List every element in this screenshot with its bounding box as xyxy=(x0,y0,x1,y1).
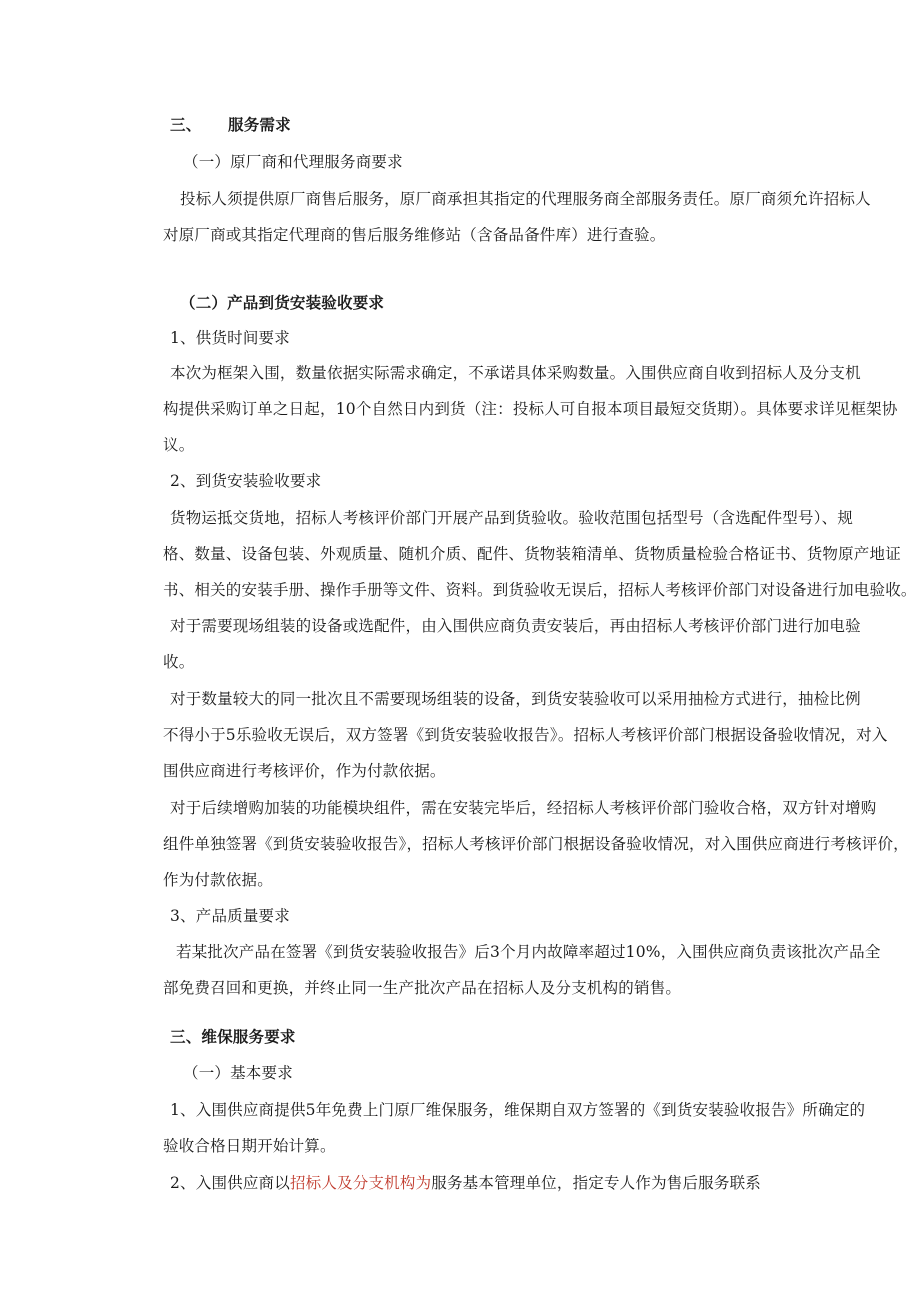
paragraph-line: 投标人须提供原厂商售后服务，原厂商承担其指定的代理服务商全部服务责任。原厂商须允许招标人 xyxy=(180,190,871,208)
paragraph-line: 作为付款依据。 xyxy=(163,871,273,889)
item-title: 2、到货安装验收要求 xyxy=(170,472,322,490)
paragraph-line: 构提供采购订单之日起，10个自然日内到货（注：投标人可自报本项目最短交货期）。具体要求详见框架协 xyxy=(163,400,898,418)
paragraph-line: 验收合格日期开始计算。 xyxy=(163,1137,336,1155)
paragraph-line: 不得小于5乐验收无误后，双方签署《到货安装验收报告》。招标人考核评价部门根据设备验收情况，对入 xyxy=(163,726,888,744)
section-numeral: 三、 xyxy=(170,116,202,134)
paragraph-line: 本次为框架入围，数量依据实际需求确定，不承诺具体采购数量。入围供应商自收到招标人及分支机 xyxy=(170,364,861,382)
paragraph-line: 议。 xyxy=(163,436,195,454)
subsection-title: （一）基本要求 xyxy=(183,1064,293,1082)
paragraph-line: 1、入围供应商提供5年免费上门原厂维保服务，维保期自双方签署的《到货安装验收报告》所确定的 xyxy=(170,1101,866,1119)
paragraph-line: 若某批次产品在签署《到货安装验收报告》后3个月内故障率超过10%，入围供应商负责该批次产品全 xyxy=(176,943,881,961)
paragraph-line: 对于需要现场组装的设备或选配件，由入围供应商负责安装后，再由招标人考核评价部门进行加电验 xyxy=(170,617,861,635)
paragraph-line: 部免费召回和更换，并终止同一生产批次产品在招标人及分支机构的销售。 xyxy=(163,979,682,997)
paragraph-line: 书、相关的安装手册、操作手册等文件、资料。到货验收无误后，招标人考核评价部门对设备进行加电验收。 xyxy=(163,581,917,599)
highlighted-text: 招标人及分支机构为 xyxy=(289,1174,432,1192)
paragraph-line: 围供应商进行考核评价，作为付款依据。 xyxy=(163,762,446,780)
section-title: 三、维保服务要求 xyxy=(170,1028,296,1046)
subsection-title: （一）原厂商和代理服务商要求 xyxy=(183,153,403,171)
paragraph-line: 对于后续增购加装的功能模块组件，需在安装完毕后，经招标人考核评价部门验收合格，双方针对增购 xyxy=(170,799,877,817)
paragraph-line: 组件单独签署《到货安装验收报告》，招标人考核评价部门根据设备验收情况，对入围供应商进行考核评价， xyxy=(163,835,909,853)
paragraph-line: 收。 xyxy=(163,653,195,671)
subsection-title: （二）产品到货安装验收要求 xyxy=(180,294,385,312)
item-title: 1、供货时间要求 xyxy=(170,329,290,347)
text-segment: 服务基本管理单位，指定专人作为售后服务联系 xyxy=(431,1174,761,1192)
item-title: 3、产品质量要求 xyxy=(170,907,290,925)
paragraph-line: 格、数量、设备包装、外观质量、随机介质、配件、货物装箱清单、货物质量检验合格证书、货物原产地证 xyxy=(163,545,901,563)
paragraph-line: 货物运抵交货地，招标人考核评价部门开展产品到货验收。验收范围包括型号（含选配件型号）、规 xyxy=(170,509,854,527)
paragraph-line xyxy=(170,1171,761,1193)
text-segment: 2、入围供应商以 xyxy=(170,1174,290,1192)
section-title: 服务需求 xyxy=(228,116,291,134)
paragraph-line: 对于数量较大的同一批次且不需要现场组装的设备，到货安装验收可以采用抽检方式进行，抽检比例 xyxy=(170,690,861,708)
paragraph-line: 对原厂商或其指定代理商的售后服务维修站（含备品备件库）进行查验。 xyxy=(163,226,666,244)
